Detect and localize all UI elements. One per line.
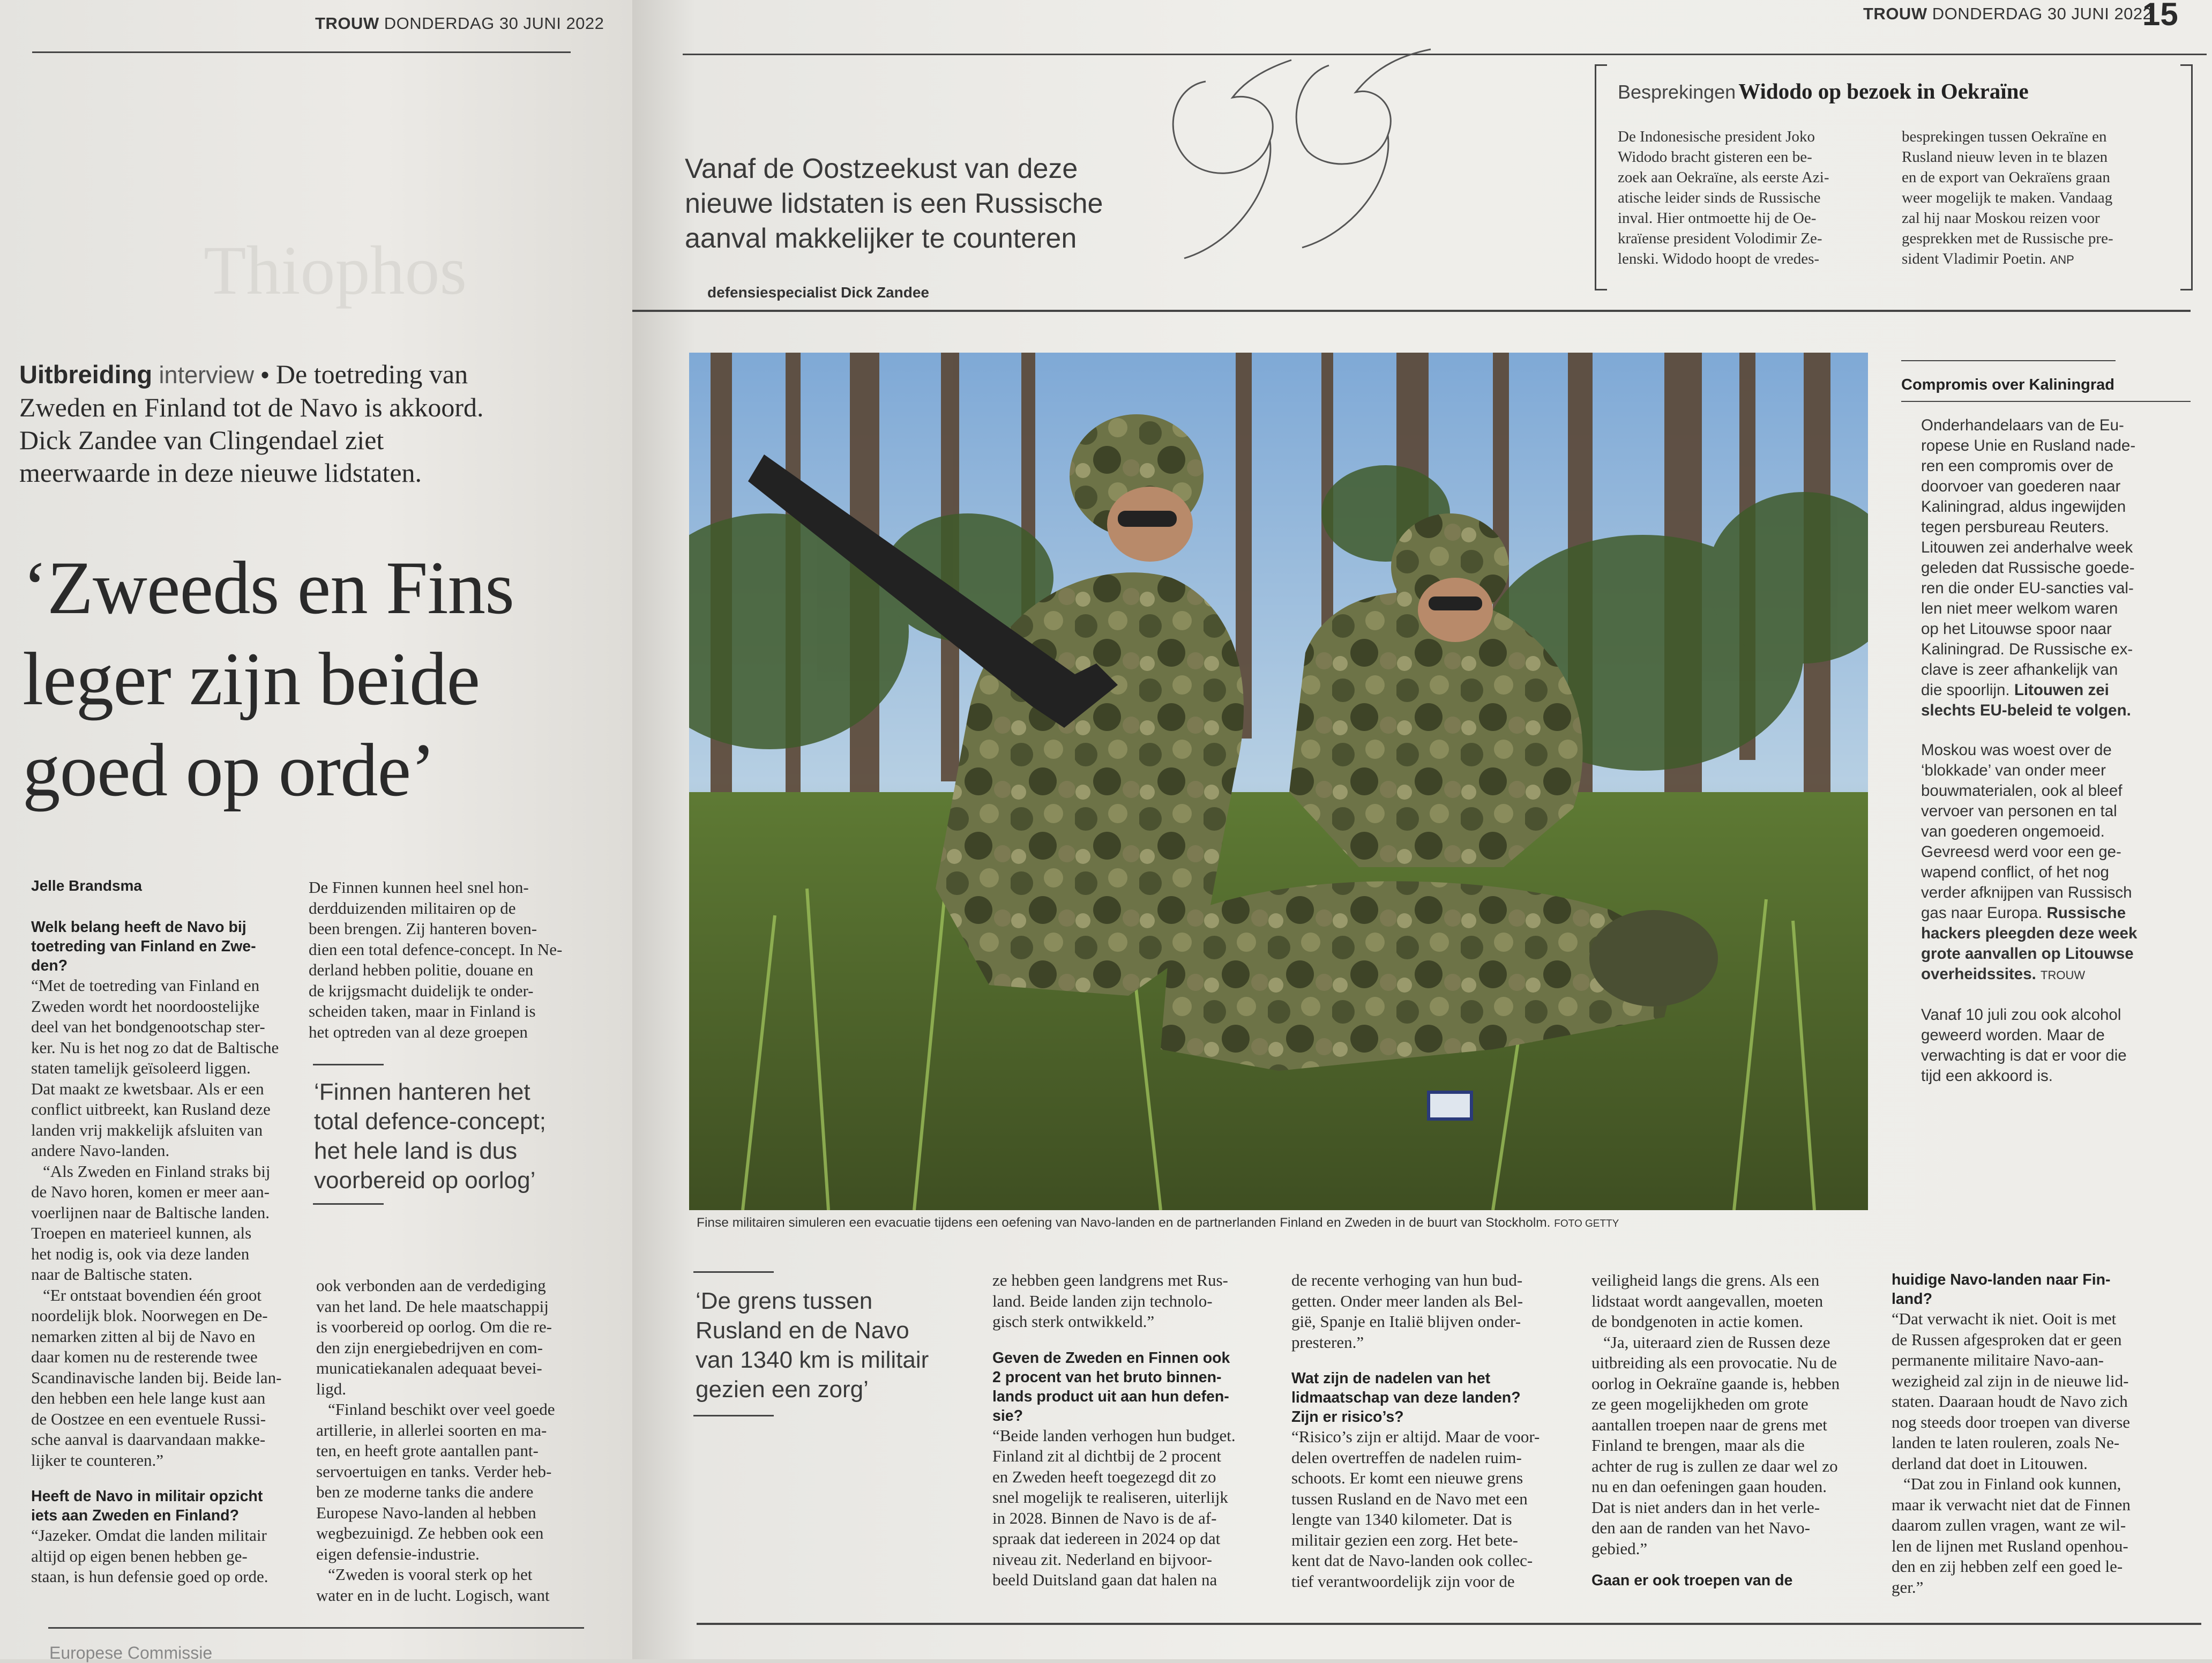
sidebar-text: Onderhandelaars van de Eu- ropese Unie en Rusland nade- ren een compromis over de doorvoer van goederen naar Kaliningrad, aldus ingewijden tegen persbureau Reuters. Litouwen zei anderhalve week geleden dat Russische goede- ren die onder EU-sancties val- len niet meer welkom waren op het Litouwse spoor naar Kaliningrad. De Russische ex- clave is zeer afhankelijk van die spoorlijn. Litouwen zei slechts EU-beleid te volgen. Moskou was woest over de ‘blokkade’ van onder meer bouwmaterialen, ook al bleef vervoer van personen en tal van goederen ongemoeid. Gevreesd werd voor een ge- wapend conflict, of het nog verder afknijpen van Russisch gas naar Europa. Russische hackers pleegden deze week grote aanvallen op Litouwse overheidssites. TROUW Vanaf 10 juli zou ook alcohol geweerd worden. Maar de verwachting is dat er voor die tijd een akkoord is. [1921, 416, 2138, 1085]
showthrough-text: Thiophos [204, 232, 467, 309]
top-brief-heading: Besprekingen Widodo op bezoek in Oekraïne [1618, 79, 2029, 103]
left-folio: TROUW DONDERDAG 30 JUNI 2022 [315, 14, 604, 33]
article-col-2-bottom: ook verbonden aan de verdediging van het land. De hele maatschappij is voorbereid op oorlog. Om die re- den zijn energiebedrijven en com- municatiekanalen adequaat bevei- ligd. “Finland beschikt over veel goede artillerie, in allerlei soorten en ma- ten, en heeft grote aantallen pant- servoertuigen en tanks. Verder heb- ben ze moderne tanks die andere Europese Navo-landen al hebben wegbezuinigd. Ze hebben ook een eigen defensie-industrie. “Zweden is vooral sterk op het water en in de lucht. Logisch, want [316, 1276, 555, 1605]
left-footer-text: Europese Commissie [49, 1643, 213, 1662]
soldiers-photo-image [689, 353, 1868, 1210]
article-intro: Uitbreiding interview • De toetreding van Zweden en Finland tot de Navo is akkoord. Dick Zandee van Clingendael ziet meerwaarde in deze nieuwe lidstaten. [19, 359, 484, 488]
top-brief-col2: besprekingen tussen Oekraïne en Rusland nieuw leven in te blazen en de export van Oekraïens graan weer mogelijk te maken. Vandaag zal hij naar Moskou reizen voor gesprekken met de Russische pre- sident Vladimir Poetin. ANP [1902, 128, 2113, 267]
left-top-rule [32, 51, 571, 53]
right-folio: TROUW DONDERDAG 30 JUNI 2022 [1863, 4, 2153, 23]
headline: ‘Zweeds en Fins leger zijn beide goed op orde’ [23, 546, 514, 812]
bottom-rule [697, 1623, 2201, 1625]
article-col-1: Welk belang heeft de Navo bij toetreding van Finland en Zwe- den? “Met de toetreding van Finland en Zweden wordt het noordoostelijke deel van het bondgenootschap ster- ker. Nu is het nog zo dat de Baltische staten tamelijk geïsoleerd liggen. Dat maakt ze kwetsbaar. Als er een conflict uitbreekt, kan Rusland deze landen vrij makkelijk afsluiten van andere Navo-landen. “Als Zweden en Finland straks bij de Navo horen, komen er meer aan- voerlijnen naar de Baltische landen. Troepen en materieel kunnen, als het nodig is, ook via deze landen naar de Baltische staten. “Er ontstaat bovendien één groot noordelijk blok. Noorwegen en De- nemarken zitten al bij de Navo en daar komen nu de resterende twee Scandinavische landen bij. Beide lan- den hebben een hele lange kust aan de Oostzee en een eventuele Russi- sche aanval is daarvandaan makke- lijker te counteren.” Heeft de Navo in militair opzicht iets aan Zweden en Finland? “Jazeker. Omdat die landen militair altijd op eigen benen hebben ge- staan, is hun defensie goed op orde. [31, 919, 282, 1586]
article-col-6: veiligheid langs die grens. Als een lidstaat wordt aangevallen, moeten de bondgenoten in actie komen. “Ja, uiteraard zien de Russen deze uitbreiding als een provocatie. Nu de oorlog in Oekraïne gaande is, hebben ze geen mogelijkheden om grote aantallen troepen naar de grens met Finland te brengen, maar als die achter de rug is zullen ze daar wel zo nu en dan oefeningen gaan houden. Dat is niet anders dan in het verle- den aan de randen van het Navo- gebied.” Gaan er ook troepen van de [1591, 1271, 1840, 1589]
photo-caption: Finse militairen simuleren een evacuatie tijdens een oefening van Navo-landen en de partnerlanden Finland en Zweden in de buurt van Stockholm. FOTO GETTY [697, 1215, 1619, 1230]
byline: Jelle Brandsma [31, 877, 142, 894]
section-rule [632, 310, 2191, 312]
top-brief-box [1595, 64, 2193, 290]
top-brief-col1: De Indonesische president Joko Widodo bracht gisteren een be- zoek aan Oekraïne, als eerste Azi- atische leider sinds de Russische inval. Hier ontmoette hij de Oe- kraïense president Volodimir Ze- lenski. Widodo hoopt de vredes- [1618, 128, 1829, 267]
sidebar-title: Compromis over Kaliningrad [1901, 376, 2115, 393]
sidebar-top-rule [1901, 360, 2116, 361]
left-bottom-rule [48, 1627, 584, 1629]
pull-quote-2: ‘De grens tussen Rusland en de Navo van 1340 km is militair gezien een zorg’ [696, 1288, 929, 1403]
pull1-top-rule [313, 1064, 384, 1065]
article-col-2-top: De Finnen kunnen heel snel hon- derdduizenden militairen op de been brengen. Zij hanteren boven- dien een total defence-concept. In Ne- derland hebben politie, douane en de krijgsmacht duidelijk te onder- scheiden taken, maar in Finland is het optreden van al deze groepen [309, 878, 563, 1041]
pull2-top-rule [693, 1271, 774, 1273]
article-col-4: ze hebben geen landgrens met Rus- land. Beide landen zijn technolo- gisch sterk ontwikkeld.” Geven de Zweden en Finnen ook 2 procent van het bruto binnen- lands product uit aan hun defen- sie? “Beide landen verhogen hun budget. Finland zit al dichtbij de 2 procent en Zweden heeft toegezegd dit zo snel mogelijk te realiseren, uiterlijk in 2028. Binnen de Navo is de af- spraak dat iedereen in 2024 op dat niveau zit. Nederland en bijvoor- beeld Duitsland gaan dat halen na [992, 1271, 1236, 1589]
page-number: 15 [2142, 0, 2178, 32]
article-col-7: huidige Navo-landen naar Fin- land? “Dat verwacht ik niet. Ooit is met de Russen afgesproken dat er geen permanente militaire Navo-aan- wezigheid zal zijn in de nieuwe lid- staten. Daaraan houdt de Navo zich nog steeds door troepen van diverse landen te laten rouleren, zoals Ne- derland dat doet in Litouwen. “Dat zou in Finland ook kunnen, maar ik verwacht niet dat de Finnen daarom zullen vragen, want ze wil- len de lijnen met Rusland openhou- den en zij hebben zelf een goed le- ger.” [1892, 1271, 2131, 1597]
article-photo [689, 353, 1868, 1210]
sidebar-title-rule [1901, 401, 2191, 402]
pull-quote-1: ‘Finnen hanteren het total defence-concept; het hele land is dus voorbereid op oorlog’ [314, 1079, 546, 1194]
top-quote-source: defensiespecialist Dick Zandee [707, 284, 929, 301]
pull1-bottom-rule [313, 1203, 384, 1205]
top-pull-quote: Vanaf de Oostzeekust van deze nieuwe lidstaten is een Russische aanval makkelijker te counteren [685, 153, 1103, 254]
article-col-5: de recente verhoging van hun bud- getten. Onder meer landen als Bel- gië, Spanje en Italië blijven onder- presteren.” Wat zijn de nadelen van het lidmaatschap van deze landen? Zijn er risico’s? “Risico’s zijn er altijd. Maar de voor- delen overtreffen de nadelen ruim- schoots. Er komt een nieuwe grens tussen Rusland en de Navo met een lengte van 1340 kilometer. Dat is militair gezien een zorg. Het bete- kent dat de Navo-landen ook collec- tief verantwoordelijk zijn voor de [1291, 1271, 1540, 1591]
pull2-bottom-rule [693, 1415, 774, 1416]
